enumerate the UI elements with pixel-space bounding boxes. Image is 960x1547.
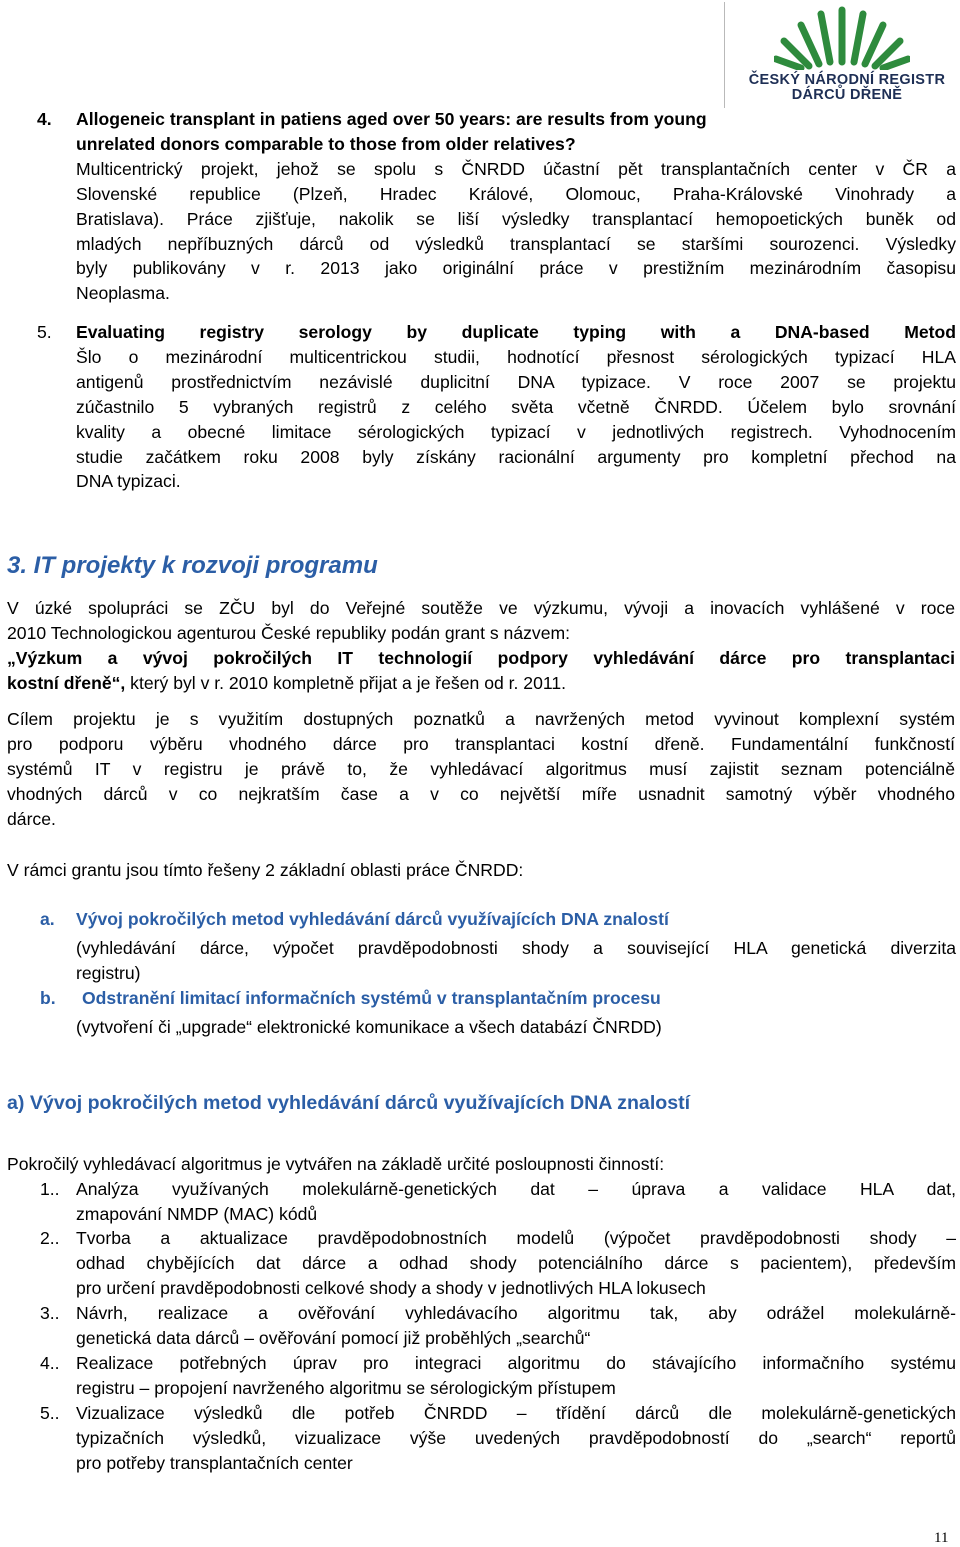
step-line: zmapování NMDP (MAC) kódů	[76, 1203, 318, 1224]
section3-p1-line: 2010 Technologickou agenturou České republiky podán grant s názvem:	[7, 622, 571, 643]
item4-title-line: unrelated donors comparable to those from older relatives?	[76, 133, 576, 154]
area-a	[76, 907, 956, 986]
section3-paragraph3	[7, 858, 955, 883]
step-number: 2..	[40, 1228, 60, 1248]
section3-heading: 3. IT projekty k rozvoji programu	[7, 552, 378, 579]
grant-title-line: „Výzkum a vývoj pokročilých IT technologií podpory vyhledávání dárce pro transplantaci	[7, 647, 955, 668]
item5-title: Evaluating registry serology by duplicate typing with a DNA-based Metod	[76, 322, 956, 342]
step-line: Návrh, realizace a ověřování vyhledávacího algoritmu tak, aby odrážel molekulárně-	[76, 1303, 956, 1323]
step-line: pro potřeby transplantačních center	[76, 1452, 353, 1473]
section3-p2-line: systémů IT v registru je právě to, že vyhledávací algoritmus musí zajistit seznam potenciálně	[7, 758, 955, 779]
step-line: pro určení pravděpodobnosti celkové shody a shody v jednotlivých HLA lokusech	[76, 1277, 706, 1298]
section3-p2-line: dárce.	[7, 808, 56, 829]
section3-p1-line: V úzké spolupráci se ZČU byl do Veřejné soutěže ve výzkumu, vývoji a inovacích vyhlášené v roce	[7, 598, 955, 618]
item4-text-line: mladých nepříbuzných dárců od výsledků transplantací se staršími sourozenci. Výsledky	[76, 233, 956, 254]
section3-p2-line: Cílem projektu je s využitím dostupných poznatků a navržených metod vyvinout komplexní systém	[7, 709, 955, 729]
area-b-title: Odstranění limitací informačních systémů v transplantačním procesu	[82, 988, 661, 1008]
step-item	[76, 1177, 956, 1227]
step-line: registru – propojení navrženého algoritmu se sérologickým přístupem	[76, 1377, 616, 1398]
area-b	[82, 986, 956, 1011]
area-b-desc-line: (vytvoření či „upgrade“ elektronické komunikace a všech databází ČNRDD)	[76, 1017, 662, 1037]
logo-text-line1: ČESKÝ NÁRODNÍ REGISTR	[748, 72, 946, 88]
item4-text-line: Multicentrický projekt, jehož se spolu s ČNRDD účastní pět transplantačních center v ČR a	[76, 158, 956, 179]
step-item	[76, 1401, 956, 1476]
area-a-title: Vývoj pokročilých metod vyhledávání dárců využívajících DNA znalostí	[76, 909, 669, 929]
subsection-a-intro-line: Pokročilý vyhledávací algoritmus je vytvářen na základě určité posloupnosti činností:	[7, 1154, 665, 1174]
step-number: 1..	[40, 1179, 60, 1199]
step-line: Vizualizace výsledků dle potřeb ČNRDD – třídění dárců dle molekulárně-genetických	[76, 1403, 956, 1423]
section3-p2-line: vhodných dárců v co nejkratším čase a v co největší míře usnadnit samotný výběr vhodného	[7, 783, 955, 804]
step-line: Analýza využívaných molekulárně-genetických dat – úprava a validace HLA dat,	[76, 1179, 956, 1199]
step-line: Tvorba a aktualizace pravděpodobnostních modelů (výpočet pravděpodobnosti shody –	[76, 1228, 956, 1248]
section3-p3-line: V rámci grantu jsou tímto řešeny 2 základní oblasti práce ČNRDD:	[7, 860, 524, 880]
subsection-a-intro	[7, 1152, 955, 1177]
step-line: genetická data dárců – ověřování pomocí již proběhlých „searchů“	[76, 1327, 591, 1348]
item4-text-line: byly publikovány v r. 2013 jako originální práce v prestižním mezinárodním časopisu	[76, 258, 956, 279]
area-a-desc-line: (vyhledávání dárce, výpočet pravděpodobnosti shody a související HLA genetická diverzita	[76, 937, 956, 958]
item5-text-line: studie začátkem roku 2008 byly získány racionální argumenty pro kompletní přechod na	[76, 446, 956, 467]
section3-paragraph2	[7, 707, 955, 832]
section3-paragraph1	[7, 596, 955, 696]
item5-text-line: kvality a obecné limitace sérologických typizací v jednotlivých registrech. Vyhodnocením	[76, 421, 956, 442]
section3-p2-line: pro podporu výběru vhodného dárce pro transplantaci kostní dřeně. Fundamentální funkčností	[7, 733, 955, 754]
step-item	[76, 1301, 956, 1351]
step-number: 5..	[40, 1403, 60, 1423]
step-line: Realizace potřebných úprav pro integraci algoritmu do stávajícího informačního systému	[76, 1353, 956, 1373]
item4-text-line: Bratislava). Práce zjišťuje, nakolik se liší výsledky transplantací hemopoetických buněk od	[76, 208, 956, 229]
registry-logo	[724, 2, 960, 108]
logo-text-line2: DÁRCŮ DŘENĚ	[791, 87, 903, 103]
area-a-desc-line: registru)	[76, 962, 141, 983]
grant-title-end: kostní dřeně“,	[7, 672, 126, 693]
item4-number: 4.	[37, 109, 52, 129]
item4-text-line: Neoplasma.	[76, 283, 170, 304]
item4-text-line: Slovenské republice (Plzeň, Hradec Králové, Olomouc, Praha-Královské Vinohrady a	[76, 183, 956, 204]
item4-title-line: Allogeneic transplant in patiens aged over 50 years: are results from young	[76, 109, 707, 129]
area-b-desc	[76, 1015, 956, 1040]
logo-rays-icon	[774, 4, 910, 70]
subsection-a-heading: a) Vývoj pokročilých metod vyhledávání dárců využívajících DNA znalostí	[7, 1092, 691, 1114]
step-line: typizačních výsledků, vizualizace výše uvedených pravděpodobností do „search“ reportů	[76, 1427, 956, 1448]
item5-block	[76, 320, 956, 494]
step-number: 4..	[40, 1353, 60, 1373]
item5-text-line: DNA typizaci.	[76, 471, 181, 492]
item5-text-line: zúčastnilo 5 vybraných registrů z celého světa včetně ČNRDD. Účelem bylo srovnání	[76, 396, 956, 417]
step-line: odhad chybějících dat dárce a odhad shody potenciálního dárce s pacientem), především	[76, 1252, 956, 1273]
step-number: 3..	[40, 1303, 60, 1323]
item5-text-line: antigenů prostřednictvím nezávislé duplicitní DNA typizace. V roce 2007 se projektu	[76, 371, 956, 392]
item4-block	[76, 107, 956, 306]
page-number: 11	[934, 1530, 949, 1546]
area-b-marker: b.	[40, 988, 56, 1008]
item5-number: 5.	[37, 322, 52, 342]
step-item	[76, 1351, 956, 1401]
area-a-marker: a.	[40, 909, 55, 929]
item5-text-line: Šlo o mezinárodní multicentrickou studii, hodnotící přesnost sérologických typizací HLA	[76, 346, 956, 367]
logo-divider	[724, 2, 725, 108]
grant-status: který byl v r. 2010 kompletně přijat a je řešen od r. 2011.	[125, 672, 567, 693]
step-item	[76, 1226, 956, 1301]
